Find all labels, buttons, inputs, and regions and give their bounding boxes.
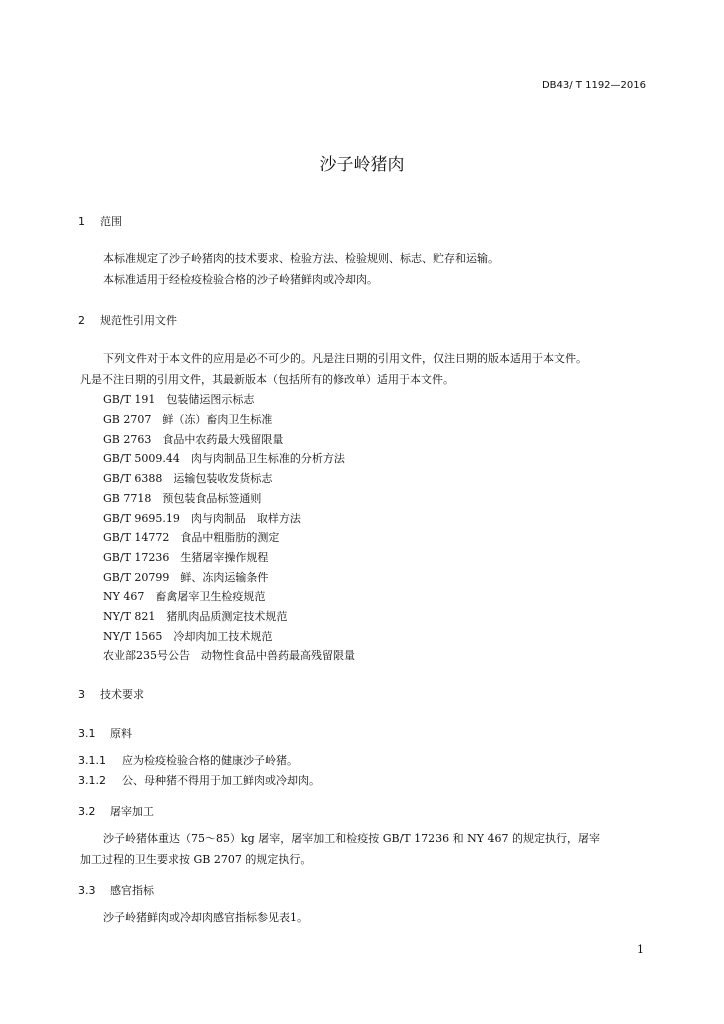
reference-item: NY 467 畜禽屠宰卫生检疫规范 bbox=[103, 590, 266, 603]
section-title: 感官指标 bbox=[110, 884, 154, 897]
paragraph: 沙子岭猪体重达（75～85）kg 屠宰，屠宰加工和检疫按 GB/T 17236 和 NY 467 的规定执行，屠宰 bbox=[103, 832, 600, 845]
section-title: 原料 bbox=[110, 727, 132, 740]
section-number: 3 bbox=[78, 688, 85, 701]
standard-code: DB43/ T 1192—2016 bbox=[541, 80, 646, 91]
section-title: 规范性引用文件 bbox=[100, 314, 177, 327]
page-number: 1 bbox=[637, 943, 644, 956]
paragraph: 沙子岭猪鲜肉或冷却肉感官指标参见表1。 bbox=[103, 911, 308, 924]
reference-item: GB 2763 食品中农药最大残留限量 bbox=[103, 433, 284, 446]
reference-item: GB/T 5009.44 肉与肉制品卫生标准的分析方法 bbox=[103, 452, 345, 465]
clause-3-1-1 bbox=[78, 752, 298, 768]
section-3-heading bbox=[78, 686, 144, 702]
reference-item: GB 7718 预包装食品标签通则 bbox=[103, 492, 262, 505]
section-number: 3.3 bbox=[78, 884, 96, 897]
paragraph: 本标准适用于经检疫检验合格的沙子岭猪鲜肉或冷却肉。 bbox=[103, 273, 378, 286]
reference-item: GB/T 14772 食品中粗脂肪的测定 bbox=[103, 531, 280, 544]
section-number: 3.2 bbox=[78, 805, 96, 818]
reference-item: NY/T 821 猪肌肉品质测定技术规范 bbox=[103, 610, 288, 623]
section-title: 范围 bbox=[100, 215, 122, 228]
clause-number: 3.1.2 bbox=[78, 774, 106, 787]
section-title: 技术要求 bbox=[100, 688, 144, 701]
clause-text: 公、母种猪不得用于加工鲜肉或冷却肉。 bbox=[122, 774, 320, 787]
section-3-2-heading bbox=[78, 803, 154, 819]
section-title: 屠宰加工 bbox=[110, 805, 154, 818]
reference-item: GB/T 17236 生猪屠宰操作规程 bbox=[103, 551, 269, 564]
reference-item: NY/T 1565 冷却肉加工技术规范 bbox=[103, 630, 273, 643]
reference-item: GB/T 9695.19 肉与肉制品 取样方法 bbox=[103, 512, 301, 525]
section-3-1-heading bbox=[78, 725, 132, 741]
section-number: 2 bbox=[78, 314, 85, 327]
paragraph: 本标准规定了沙子岭猪肉的技术要求、检验方法、检验规则、标志、贮存和运输。 bbox=[103, 252, 499, 265]
clause-3-1-2 bbox=[78, 772, 320, 788]
section-2-heading bbox=[78, 312, 177, 328]
reference-item: GB 2707 鲜（冻）畜肉卫生标准 bbox=[103, 413, 273, 426]
reference-item: GB/T 6388 运输包装收发货标志 bbox=[103, 472, 273, 485]
document-title: 沙子岭猪肉 bbox=[319, 155, 405, 175]
paragraph: 凡是不注日期的引用文件，其最新版本（包括所有的修改单）适用于本文件。 bbox=[80, 373, 454, 386]
section-number: 3.1 bbox=[78, 727, 96, 740]
paragraph: 加工过程的卫生要求按 GB 2707 的规定执行。 bbox=[80, 853, 312, 866]
reference-item: 农业部235号公告 动物性食品中兽药最高残留限量 bbox=[103, 649, 355, 662]
reference-item: GB/T 191 包装储运图示标志 bbox=[103, 393, 255, 406]
clause-text: 应为检疫检验合格的健康沙子岭猪。 bbox=[122, 754, 298, 767]
section-1-heading bbox=[78, 213, 122, 229]
reference-item: GB/T 20799 鲜、冻肉运输条件 bbox=[103, 571, 269, 584]
section-3-3-heading bbox=[78, 882, 154, 898]
paragraph: 下列文件对于本文件的应用是必不可少的。凡是注日期的引用文件，仅注日期的版本适用于本文件。 bbox=[103, 352, 587, 365]
clause-number: 3.1.1 bbox=[78, 754, 106, 767]
section-number: 1 bbox=[78, 215, 85, 228]
